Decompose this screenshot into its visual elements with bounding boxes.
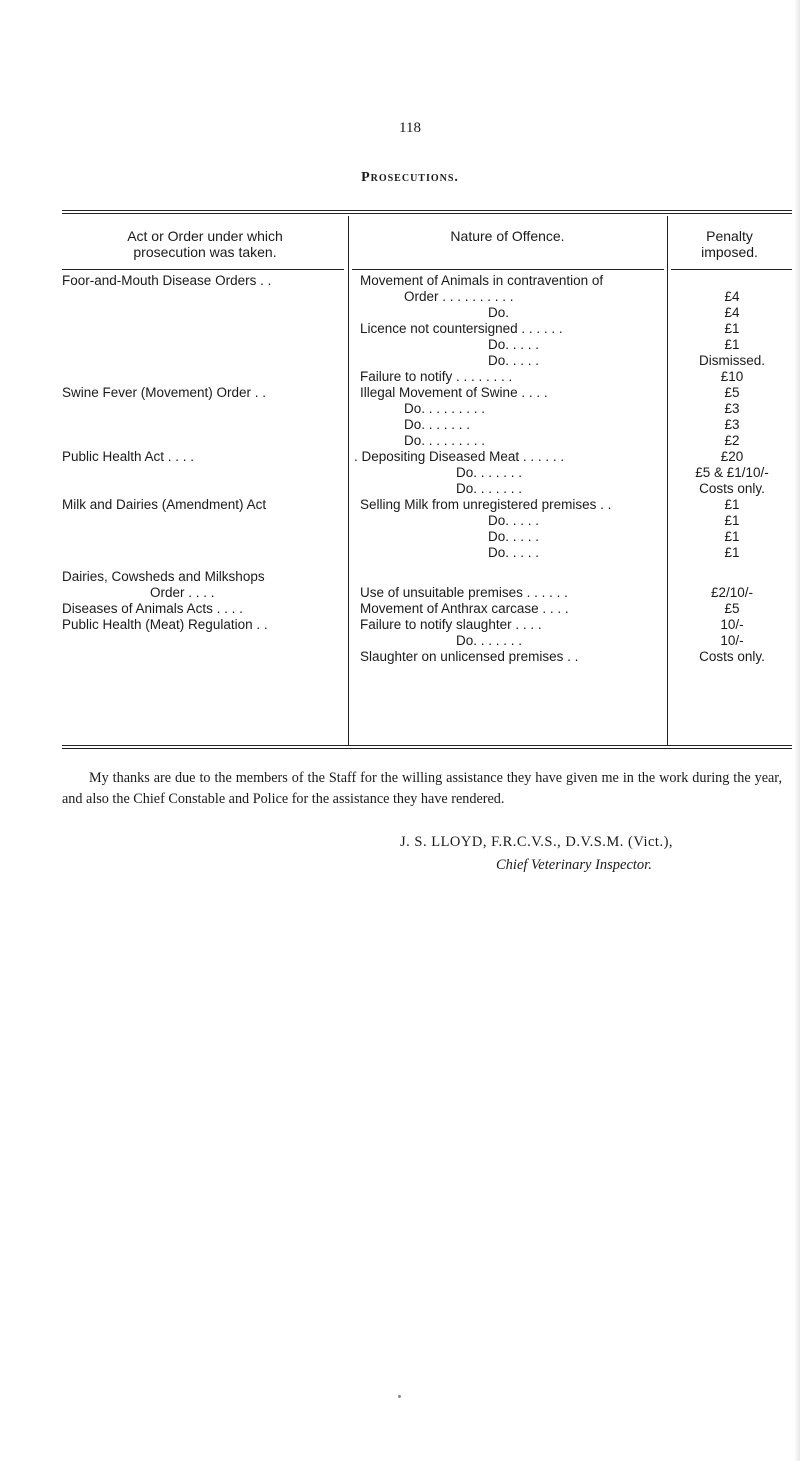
cell-penalty: £1 [724,321,740,336]
cell-nature: . Depositing Diseased Meat . . . . . . [354,449,565,464]
cell-nature: Use of unsuitable premises . . . . . . [360,585,568,600]
cell-act: Public Health (Meat) Regulation . . [62,617,268,632]
header-separator [671,269,792,270]
table-row [62,529,792,545]
cell-penalty: £1 [724,337,740,352]
cell-penalty: £5 [724,385,740,400]
cell-nature: Order . . . . . . . . . . [404,289,514,304]
cell-nature: Failure to notify slaughter . . . . [360,617,542,632]
header-separator [352,269,664,270]
table-row [62,497,792,513]
table-row [62,385,792,401]
cell-nature: Do. [488,305,510,320]
signature-role: Chief Veterinary Inspector. [496,857,652,873]
cell-penalty: Costs only. [699,481,765,496]
cell-penalty: £10 [720,369,744,384]
table-row [62,417,792,433]
table-row [62,513,792,529]
cell-penalty: £5 [724,601,740,616]
cell-penalty: £1 [724,497,740,512]
cell-nature: Do. . . . . [488,545,540,560]
cell-nature: Movement of Animals in contravention of [360,273,604,288]
table-row [62,481,792,497]
table-row [62,617,792,633]
table-row [62,649,792,665]
cell-nature: Do. . . . . . . [456,465,523,480]
cell-penalty: 10/- [720,633,744,648]
cell-nature: Selling Milk from unregistered premises . . [360,497,612,512]
cell-nature: Do. . . . . . . . . [404,433,486,448]
cell-penalty: £1 [724,513,740,528]
cell-act: Public Health Act . . . . [62,449,195,464]
cell-penalty: Costs only. [699,649,765,664]
page-number: 118 [399,120,421,136]
signature-name: J. S. LLOYD, F.R.C.V.S., D.V.S.M. (Vict.), [400,834,674,850]
table-row [62,569,792,585]
table-row [62,449,792,465]
table-row [62,601,792,617]
cell-penalty: £4 [724,305,740,320]
cell-nature: Illegal Movement of Swine . . . . [360,385,548,400]
table-row [62,465,792,481]
header-nature: Nature of Offence. [450,228,565,244]
table-row [62,585,792,601]
cell-penalty: £20 [720,449,744,464]
table-top-rule-2 [62,213,792,214]
table-row [62,545,792,561]
cell-nature: Do. . . . . [488,337,540,352]
table-row [62,369,792,385]
cell-act: Milk and Dairies (Amendment) Act [62,497,267,512]
page-title: Prosecutions. [361,170,459,185]
header-separator [62,269,344,270]
signature-block [400,831,790,877]
page-edge-shadow [794,0,800,1461]
table-top-rule [62,210,792,211]
cell-nature: Do. . . . . [488,353,540,368]
cell-penalty: £3 [724,401,740,416]
acknowledgement-text: My thanks are due to the members of the Staff for the willing assistance they have given me in the work during the year, and also the Chief Constable and Police for the assistance they have rendered. [62,770,782,807]
cell-nature: Do. . . . . [488,513,540,528]
table-row [62,433,792,449]
header-penalty: Penalty imposed. [701,228,758,260]
cell-penalty: £3 [724,417,740,432]
table-row [62,305,792,321]
cell-nature: Do. . . . . [488,529,540,544]
cell-penalty: Dismissed. [698,353,765,368]
cell-penalty: £2 [724,433,740,448]
cell-nature: Licence not countersigned . . . . . . [360,321,563,336]
cell-nature: Movement of Anthrax carcase . . . . [360,601,569,616]
cell-nature: Failure to notify . . . . . . . . [360,369,513,384]
cell-act: Swine Fever (Movement) Order . . [62,385,267,400]
prosecutions-table [62,216,792,746]
table-row [62,273,792,289]
cell-penalty: 10/- [720,617,744,632]
table-row [62,401,792,417]
cell-penalty: £1 [724,529,740,544]
cell-nature: Do. . . . . . . [456,481,523,496]
table-row [62,633,792,649]
print-speck [398,1395,401,1398]
cell-penalty: £1 [724,545,740,560]
acknowledgement-paragraph [62,768,782,810]
cell-act: Foor-and-Mouth Disease Orders . . [62,273,272,288]
table-bottom-rule [62,745,792,746]
cell-nature: Slaughter on unlicensed premises . . [360,649,579,664]
cell-nature: Do. . . . . . . . . [404,401,486,416]
cell-nature: Do. . . . . . . [404,417,471,432]
cell-act: Dairies, Cowsheds and Milkshops [62,569,265,584]
cell-act: Order . . . . [150,585,215,600]
cell-penalty: £4 [724,289,740,304]
cell-act: Diseases of Animals Acts . . . . [62,601,243,616]
cell-penalty: £5 & £1/10/- [695,465,769,480]
cell-penalty: £2/10/- [710,585,754,600]
table-row [62,353,792,369]
table-row [62,289,792,305]
cell-nature: Do. . . . . . . [456,633,523,648]
table-row [62,321,792,337]
header-act: Act or Order under which prosecution was taken. [127,228,283,260]
table-bottom-rule-2 [62,748,792,749]
table-row [62,337,792,353]
